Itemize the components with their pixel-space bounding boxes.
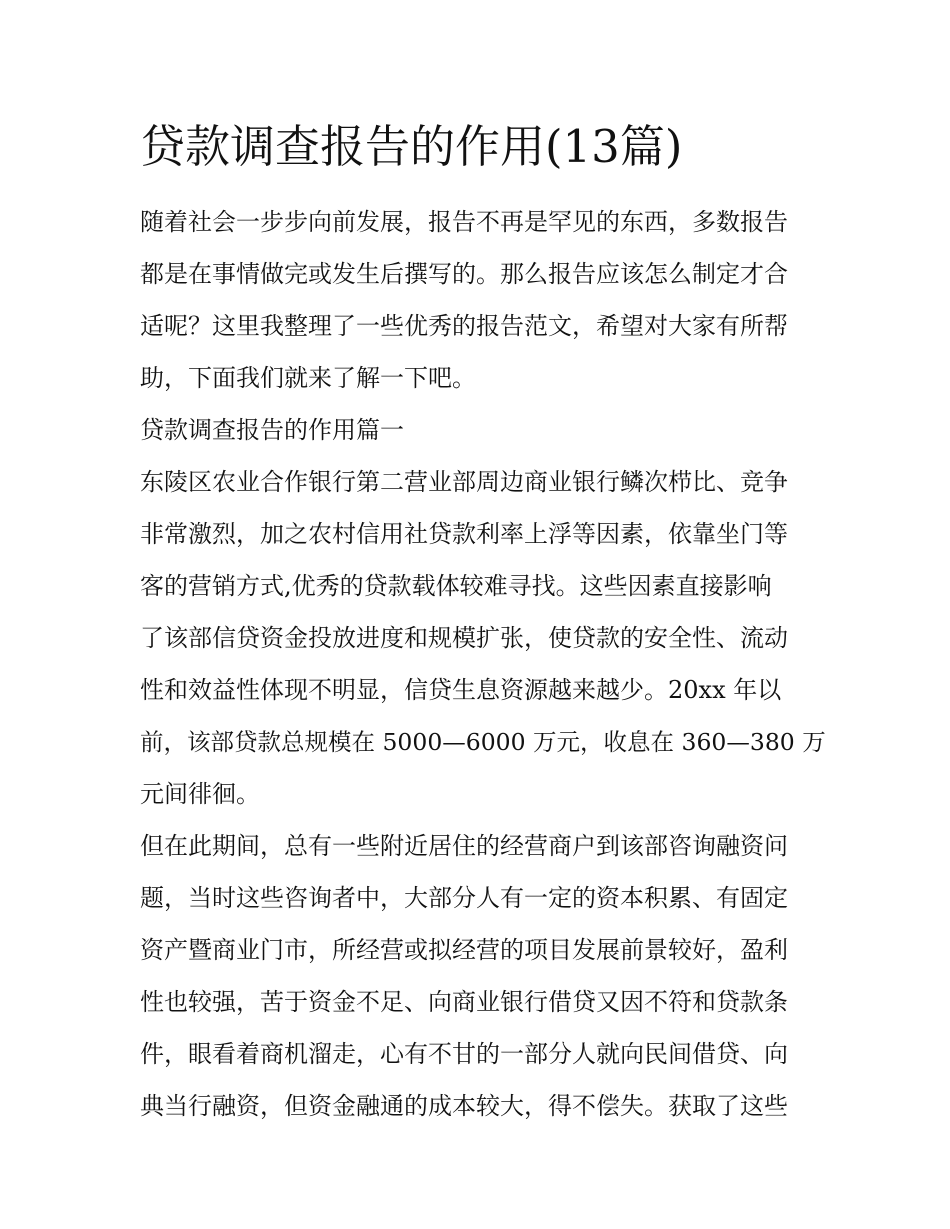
document-title: 贷款调查报告的作用(13篇) — [140, 120, 683, 173]
text-line: 前，该部贷款总规模在 5000—6000 万元，收息在 360—380 万 — [140, 728, 826, 756]
section-heading: 贷款调查报告的作用篇一 — [140, 416, 404, 444]
text-line: 题，当时这些咨询者中，大部分人有一定的资本积累、有固定 — [140, 884, 788, 912]
text-line: 东陵区农业合作银行第二营业部周边商业银行鳞次栉比、竞争 — [140, 468, 788, 496]
text-line: 助，下面我们就来了解一下吧。 — [140, 364, 476, 392]
text-line: 随着社会一步步向前发展，报告不再是罕见的东西，多数报告 — [140, 208, 788, 236]
text-line: 但在此期间，总有一些附近居住的经营商户到该部咨询融资问 — [140, 832, 788, 860]
document-body — [140, 196, 830, 1132]
text-line: 件，眼看着商机溜走，心有不甘的一部分人就向民间借贷、向 — [140, 1040, 788, 1068]
text-line: 非常激烈，加之农村信用社贷款利率上浮等因素，依靠坐门等 — [140, 520, 788, 548]
text-line: 元间徘徊。 — [140, 780, 260, 808]
text-line: 典当行融资，但资金融通的成本较大，得不偿失。获取了这些 — [140, 1092, 788, 1120]
text-line: 都是在事情做完或发生后撰写的。那么报告应该怎么制定才合 — [140, 260, 788, 288]
text-line: 性和效益性体现不明显，信贷生息资源越来越少。20xx 年以 — [140, 676, 782, 704]
text-line: 适呢？这里我整理了一些优秀的报告范文，希望对大家有所帮 — [140, 312, 788, 340]
text-line: 性也较强，苦于资金不足、向商业银行借贷又因不符和贷款条 — [140, 988, 788, 1016]
text-line: 了该部信贷资金投放进度和规模扩张，使贷款的安全性、流动 — [140, 624, 788, 652]
text-line: 资产暨商业门市，所经营或拟经营的项目发展前景较好，盈利 — [140, 936, 788, 964]
text-line: 客的营销方式,优秀的贷款载体较难寻找。这些因素直接影响 — [140, 572, 772, 600]
